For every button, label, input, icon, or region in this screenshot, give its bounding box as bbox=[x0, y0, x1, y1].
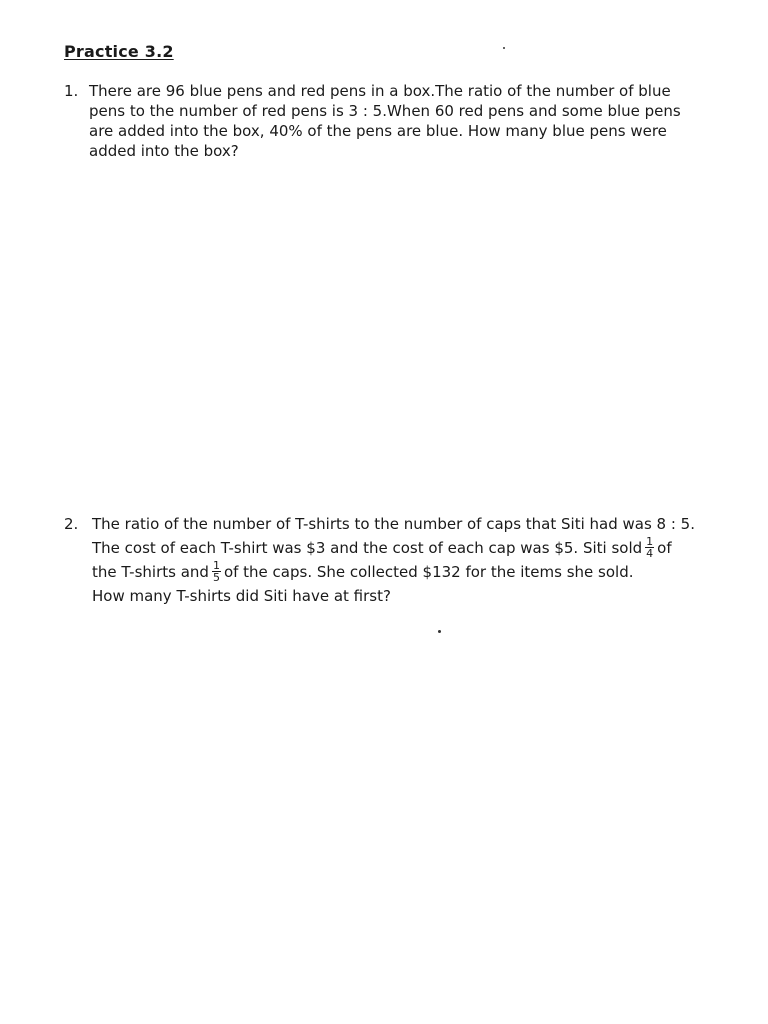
fraction-one-quarter bbox=[645, 536, 654, 559]
text-segment: the T-shirts and bbox=[92, 563, 209, 581]
scan-speck bbox=[503, 47, 505, 49]
fraction-denominator: 4 bbox=[646, 547, 654, 560]
question-text-line: The ratio of the number of T-shirts to the number of caps that Siti had was 8 : 5. bbox=[92, 515, 695, 533]
question-text-line: pens to the number of red pens is 3 : 5.When 60 red pens and some blue pens bbox=[89, 102, 681, 120]
text-segment: of bbox=[657, 539, 672, 557]
question-text-line bbox=[92, 560, 695, 584]
text-segment: The cost of each T-shirt was $3 and the cost of each cap was $5. Siti sold bbox=[92, 539, 643, 557]
page-title: Practice 3.2 bbox=[64, 42, 174, 61]
question-text-line: There are 96 blue pens and red pens in a box.The ratio of the number of blue bbox=[89, 82, 671, 100]
question-text-line: added into the box? bbox=[89, 142, 239, 160]
question-1 bbox=[64, 81, 681, 161]
fraction-denominator: 5 bbox=[212, 571, 220, 584]
question-number: 1. bbox=[64, 82, 79, 100]
question-number: 2. bbox=[64, 515, 79, 533]
fraction-numerator: 1 bbox=[212, 559, 220, 572]
question-text-line bbox=[92, 536, 695, 560]
fraction-numerator: 1 bbox=[646, 535, 654, 548]
fraction-one-fifth bbox=[212, 560, 221, 583]
question-text-line: are added into the box, 40% of the pens are blue. How many blue pens were bbox=[89, 122, 667, 140]
question-2 bbox=[64, 512, 695, 608]
scan-speck bbox=[438, 630, 441, 633]
question-text-line: How many T-shirts did Siti have at first? bbox=[92, 587, 391, 605]
text-segment: of the caps. She collected $132 for the items she sold. bbox=[223, 563, 634, 581]
